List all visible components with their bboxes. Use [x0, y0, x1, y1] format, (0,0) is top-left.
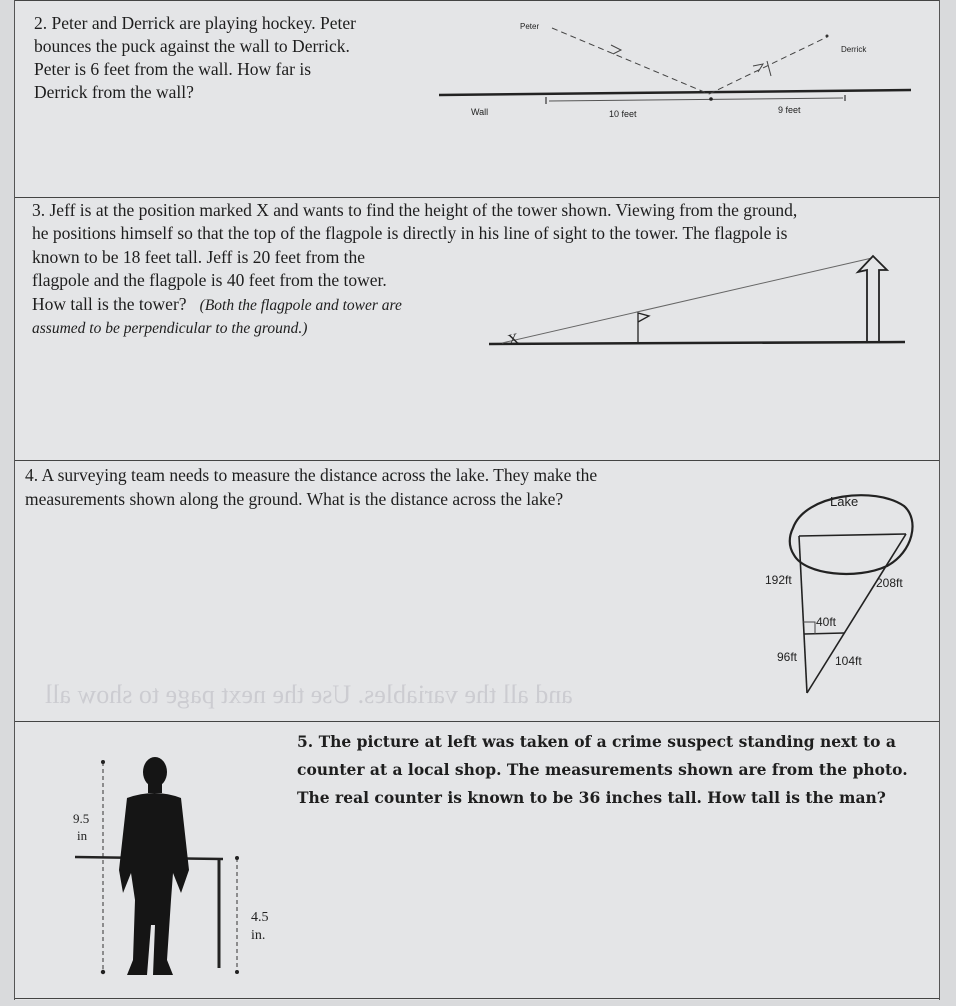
q2-text-line-3: Peter is 6 feet from the wall. How far is	[34, 59, 312, 79]
q5-text-line-2: counter at a local shop. The measurements shown are from the photo.	[297, 760, 908, 779]
q5-counter-measure-bottom	[235, 970, 239, 974]
q5-man-measure-bottom	[101, 970, 105, 974]
q4-label-96ft: 96ft	[777, 650, 798, 664]
q2-text-line-1: 2. Peter and Derrick are playing hockey. Peter	[34, 13, 356, 33]
q5-label-man-height: 9.5	[73, 811, 90, 826]
q2-text-line-4: Derrick from the wall?	[34, 82, 194, 102]
q2-label-derrick: Derrick	[841, 45, 867, 54]
q2-label-wall: Wall	[471, 107, 489, 117]
q4-label-40ft: 40ft	[816, 615, 837, 629]
q2-label-peter: Peter	[520, 22, 540, 31]
q5-label-counter-unit: in.	[251, 928, 266, 943]
bleed-through-text: and all the variables. Use the next page to show all	[45, 680, 573, 709]
q3-text-line-3: known to be 18 feet tall. Jeff is 20 feet from the	[32, 247, 366, 267]
q4-text-line-1: 4. A surveying team needs to measure the distance across the lake. They make the	[25, 465, 598, 485]
q3-text-line-4: flagpole and the flagpole is 40 feet from the tower.	[32, 270, 387, 290]
q5-label-counter-height: 4.5	[251, 910, 269, 925]
q4-label-192ft: 192ft	[765, 573, 792, 587]
q4-label-104ft: 104ft	[835, 654, 862, 668]
q5-man-measure-top	[101, 760, 105, 764]
q5-suspect-photo	[15, 0, 939, 1000]
q2-label-10-feet: 10 feet	[609, 109, 637, 119]
q3-text-line-1: 3. Jeff is at the position marked X and wants to find the height of the tower shown. Viewing from the ground,	[32, 200, 798, 220]
q4-label-lake: Lake	[830, 494, 859, 509]
q4-text-line-2: measurements shown along the ground. What is the distance across the lake?	[25, 489, 564, 509]
q5-text-line-1: 5. The picture at left was taken of a crime suspect standing next to a	[297, 732, 896, 751]
q5-counter-measure-top	[235, 856, 239, 860]
q3-question: How tall is the tower?	[32, 294, 187, 314]
q3-text-line-2: he positions himself so that the top of the flagpole is directly in his line of sight to the tower. The flagpole is	[32, 223, 788, 243]
q3-note-b: assumed to be perpendicular to the ground.)	[32, 320, 308, 337]
q3-note-a: (Both the flagpole and tower are	[199, 297, 402, 314]
q5-text-line-3: The real counter is known to be 36 inches tall. How tall is the man?	[297, 788, 886, 807]
q5-label-man-unit: in	[77, 828, 88, 843]
q2-label-9-feet: 9 feet	[778, 105, 801, 115]
q4-label-208ft: 208ft	[876, 576, 903, 590]
q3-x-mark: X	[506, 331, 521, 349]
suspect-silhouette-icon	[119, 757, 189, 975]
q2-text-line-2: bounces the puck against the wall to Derrick.	[34, 36, 350, 56]
worksheet-page	[14, 0, 940, 1000]
